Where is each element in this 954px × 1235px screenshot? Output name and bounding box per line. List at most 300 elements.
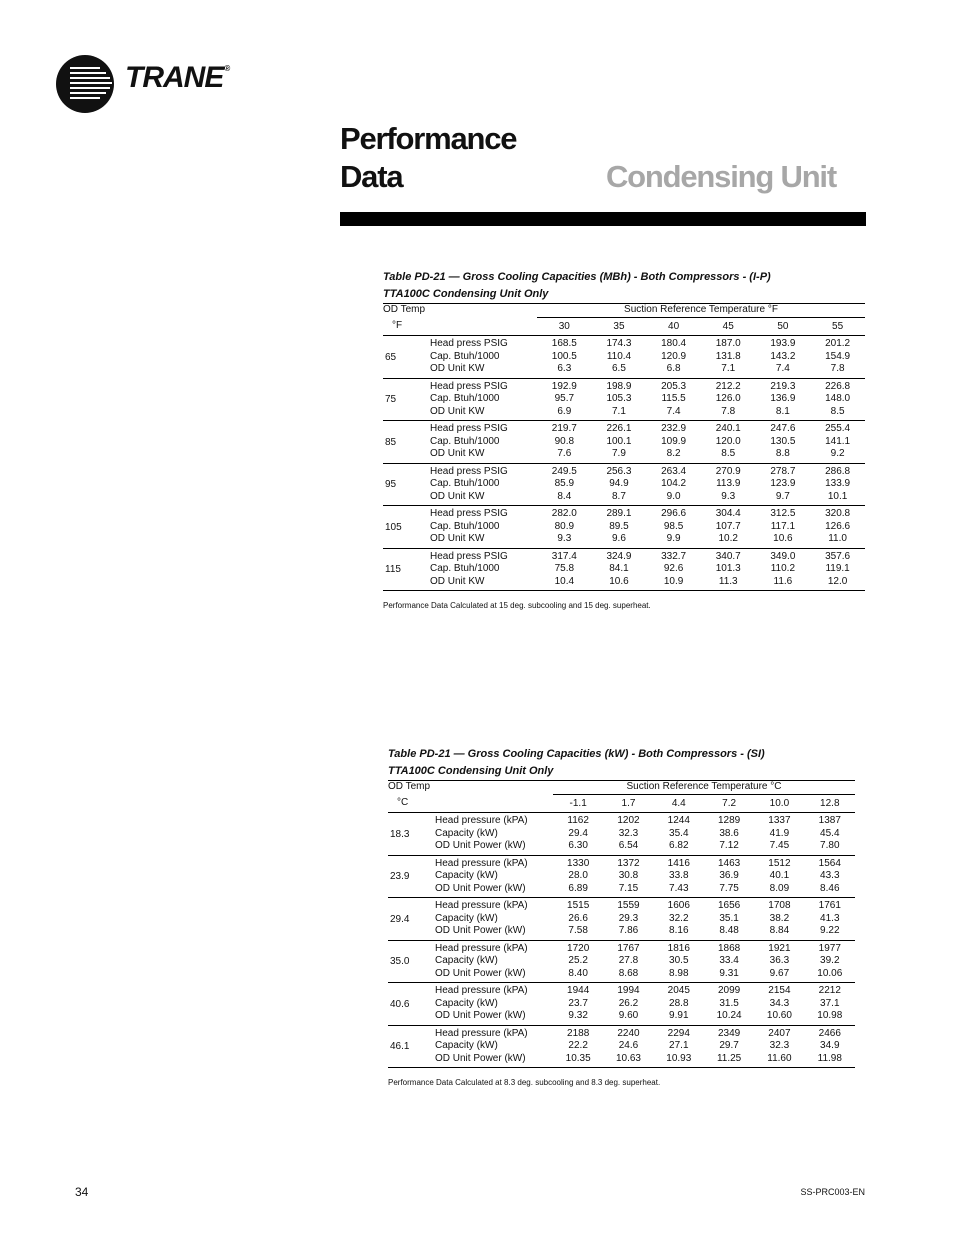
value-cell: 357.6 [810,548,865,563]
value-cell: 98.5 [663,520,684,532]
value-cell: 7.15 [618,882,639,894]
value-cell: 113.9 [716,478,741,489]
value-cell: 9.67 [769,967,790,979]
value-cell: 33.4 [719,955,739,966]
row-label: Head pressure (kPA) [435,813,553,828]
row-label: Capacity (kW) [435,1040,498,1051]
value-cell: 22.2 [568,1040,588,1051]
value-cell: 193.9 [756,336,811,351]
value-cell: 90.8 [554,435,575,447]
value-cell: 1977 [805,940,855,955]
od-temp-header: OD Temp [383,304,537,318]
value-cell: 1767 [603,940,653,955]
value-cell: 10.1 [827,490,848,502]
page-title-line2: Data [340,159,403,194]
value-cell: 148.0 [825,393,851,404]
value-cell: 10.4 [537,576,592,591]
value-cell: 8.16 [669,925,689,936]
row-label: Capacity (kW) [435,912,498,924]
value-cell: 154.9 [825,350,851,362]
table-si-caption [388,746,855,780]
value-cell: 219.3 [756,378,811,393]
value-cell: 36.9 [719,870,739,881]
value-cell: 32.2 [669,912,689,924]
value-cell: 10.35 [553,1053,603,1068]
value-cell: 1921 [754,940,804,955]
row-label: OD Unit KW [430,363,485,374]
value-cell: 27.8 [618,955,639,966]
blank-header-cell [435,794,553,813]
value-cell: 10.06 [817,967,843,979]
document-code: SS-PRC003-EN [800,1187,865,1197]
value-cell: 1564 [805,855,855,870]
suction-temp-header: Suction Reference Temperature °F [537,304,865,318]
row-label: Cap. Btuh/1000 [430,435,500,447]
row-label: Capacity (kW) [435,827,498,839]
value-cell: 30.5 [669,955,689,966]
value-cell: 232.9 [646,421,701,436]
value-cell: 312.5 [756,506,811,521]
table-row [388,913,855,926]
value-cell: 324.9 [592,548,647,563]
value-cell: 110.2 [770,563,796,574]
value-cell: 9.7 [775,490,790,502]
row-label: Head pressure (kPA) [435,940,553,955]
table-si-caption-line2: TTA100C Condensing Unit Only [388,765,554,777]
trane-logo-icon [56,55,114,113]
value-cell: 2188 [553,1025,603,1040]
brand-text: TRANE [125,61,224,94]
value-cell: 1515 [553,898,603,913]
value-cell: 7.45 [769,840,790,851]
temp-unit-header: °F [392,320,403,331]
row-label: Head press PSIG [430,506,537,521]
value-cell: 2466 [805,1025,855,1040]
value-cell: 29.3 [618,912,639,924]
value-cell: 7.86 [618,925,639,936]
registered-mark: ® [224,64,230,73]
value-cell: 1994 [603,983,653,998]
column-header: 55 [832,320,844,332]
value-cell: 168.5 [537,336,592,351]
table-row [388,898,855,913]
value-cell: 2240 [603,1025,653,1040]
row-label: OD Unit Power (kW) [435,882,526,894]
value-cell: 1463 [704,855,754,870]
row-label: Head press PSIG [430,336,537,351]
value-cell: 35.1 [719,912,739,924]
suction-temp-header: Suction Reference Temperature °C [553,781,855,795]
table-row [388,925,855,940]
row-label: Head press PSIG [430,548,537,563]
row-label: Head press PSIG [430,421,537,436]
value-cell: 6.5 [612,363,626,374]
value-cell: 11.60 [754,1053,804,1068]
column-header: 7.2 [722,797,737,809]
value-cell: 33.8 [669,870,689,881]
value-cell: 27.1 [669,1040,689,1051]
value-cell: 8.2 [666,448,681,459]
row-label: Cap. Btuh/1000 [430,563,500,574]
page-title-line1: Performance [340,121,517,156]
table-ip-section [383,269,865,610]
value-cell: 24.6 [618,1040,639,1051]
value-cell: 1162 [553,813,603,828]
value-cell: 1708 [754,898,804,913]
column-header: -1.1 [569,797,587,809]
row-label: OD Unit KW [430,490,485,502]
table-row [383,576,865,591]
value-cell: 10.63 [603,1053,653,1068]
value-cell: 41.9 [769,827,790,839]
value-cell: 100.5 [551,350,577,362]
value-cell: 205.3 [646,378,701,393]
value-cell: 29.4 [568,827,588,839]
value-cell: 31.5 [719,997,739,1009]
table-row [383,563,865,576]
row-label: Capacity (kW) [435,870,498,881]
od-temp-cell: 75 [383,378,430,421]
row-label: Head pressure (kPA) [435,1025,553,1040]
value-cell: 130.5 [770,435,796,447]
table-row [388,983,855,998]
value-cell: 11.0 [828,533,847,544]
temp-unit-header: °C [397,797,409,808]
value-cell: 8.84 [769,925,790,936]
value-cell: 1372 [603,855,653,870]
table-row [388,840,855,855]
od-temp-cell: 115 [383,548,430,591]
value-cell: 187.0 [701,336,756,351]
table-row [383,491,865,506]
table-si-caption-line1: Table PD-21 — Gross Cooling Capacities (kW) - Both Compressors - (SI) [388,748,765,760]
od-temp-cell: 35.0 [388,940,435,983]
page-number: 34 [75,1185,89,1199]
table-row [383,393,865,406]
value-cell: 85.9 [554,478,575,489]
value-cell: 29.7 [719,1040,739,1051]
value-cell: 8.7 [612,490,626,502]
value-cell: 1606 [654,898,704,913]
value-cell: 7.8 [830,363,845,374]
table-ip-caption-line2: TTA100C Condensing Unit Only [383,288,549,300]
value-cell: 8.5 [830,405,845,417]
table-row [388,940,855,955]
value-cell: 320.8 [810,506,865,521]
value-cell: 7.8 [721,405,736,417]
value-cell: 2407 [754,1025,804,1040]
value-cell: 109.9 [661,435,687,447]
value-cell: 9.3 [721,490,736,502]
blank-header-cell [430,317,537,336]
value-cell: 9.9 [666,533,681,544]
value-cell: 180.4 [646,336,701,351]
value-cell: 89.5 [609,520,629,532]
value-cell: 1387 [805,813,855,828]
row-label: Head press PSIG [430,378,537,393]
value-cell: 39.2 [820,955,840,966]
value-cell: 1202 [603,813,653,828]
value-cell: 32.3 [769,1040,790,1051]
table-si [388,780,855,1068]
value-cell: 9.3 [557,533,572,544]
value-cell: 332.7 [646,548,701,563]
value-cell: 11.25 [704,1053,754,1068]
row-label: OD Unit KW [430,533,485,544]
value-cell: 317.4 [537,548,592,563]
value-cell: 136.9 [770,393,796,404]
value-cell: 26.6 [568,912,588,924]
value-cell: 2294 [654,1025,704,1040]
row-label: Cap. Btuh/1000 [430,520,500,532]
row-label: Cap. Btuh/1000 [430,478,500,489]
value-cell: 10.6 [773,533,793,544]
value-cell: 26.2 [618,997,639,1009]
od-temp-cell: 95 [383,463,430,506]
value-cell: 9.32 [568,1010,588,1021]
value-cell: 192.9 [537,378,592,393]
value-cell: 37.1 [820,997,840,1009]
value-cell: 6.3 [557,363,572,374]
value-cell: 7.12 [719,840,739,851]
row-label: OD Unit Power (kW) [435,1010,526,1021]
od-temp-cell: 29.4 [388,898,435,941]
od-temp-cell: 23.9 [388,855,435,898]
value-cell: 286.8 [810,463,865,478]
value-cell: 1944 [553,983,603,998]
value-cell: 8.40 [568,967,588,979]
value-cell: 141.1 [825,435,851,447]
row-label: OD Unit Power (kW) [435,1053,553,1068]
table-row [388,883,855,898]
table-row [388,998,855,1011]
value-cell: 10.60 [766,1010,792,1021]
value-cell: 45.4 [820,827,840,839]
value-cell: 40.1 [769,870,790,881]
table-row [388,1025,855,1040]
table-ip [383,303,865,591]
value-cell: 8.48 [719,925,739,936]
table-ip-caption-line1: Table PD-21 — Gross Cooling Capacities (MBh) - Both Compressors - (I-P) [383,271,771,283]
row-label: OD Unit KW [430,576,537,591]
value-cell: 7.6 [557,448,572,459]
page-title [340,120,516,196]
value-cell: 1289 [704,813,754,828]
value-cell: 304.4 [701,506,756,521]
value-cell: 278.7 [756,463,811,478]
value-cell: 9.91 [669,1010,689,1021]
value-cell: 8.8 [775,448,790,459]
value-cell: 8.68 [618,967,639,979]
value-cell: 10.93 [654,1053,704,1068]
value-cell: 9.2 [830,448,845,459]
table-header-row [383,304,865,318]
column-header: 45 [722,320,734,332]
table-row [383,521,865,534]
column-header: 10.0 [769,797,790,809]
value-cell: 131.8 [715,350,741,362]
value-cell: 1656 [704,898,754,913]
value-cell: 240.1 [701,421,756,436]
value-cell: 7.75 [719,882,739,894]
value-cell: 28.0 [568,870,588,881]
value-cell: 10.24 [716,1010,742,1021]
od-temp-cell: 46.1 [388,1025,435,1068]
value-cell: 6.9 [557,405,572,417]
table-row [383,506,865,521]
value-cell: 36.3 [769,955,790,966]
value-cell: 2099 [704,983,754,998]
value-cell: 289.1 [592,506,647,521]
table-row [388,813,855,828]
value-cell: 263.4 [646,463,701,478]
value-cell: 143.2 [770,350,796,362]
row-label: Head press PSIG [430,463,537,478]
row-label: Head pressure (kPA) [435,898,553,913]
value-cell: 8.09 [769,882,790,894]
value-cell: 8.98 [669,967,689,979]
row-label: Head pressure (kPA) [435,855,553,870]
value-cell: 349.0 [756,548,811,563]
table-row [388,1053,855,1068]
value-cell: 28.8 [669,997,689,1009]
value-cell: 11.98 [805,1053,855,1068]
value-cell: 38.6 [719,827,739,839]
value-cell: 75.8 [554,563,575,574]
value-cell: 1337 [754,813,804,828]
row-label: OD Unit Power (kW) [435,967,526,979]
table-row [383,378,865,393]
value-cell: 104.2 [661,478,687,489]
column-header: 50 [777,320,789,332]
value-cell: 2212 [805,983,855,998]
table-row [388,828,855,841]
value-cell: 8.5 [721,448,736,459]
value-cell: 11.3 [701,576,756,591]
value-cell: 7.58 [568,925,588,936]
value-cell: 296.6 [646,506,701,521]
table-row [388,855,855,870]
value-cell: 7.80 [820,840,840,851]
value-cell: 1720 [553,940,603,955]
row-label: OD Unit KW [430,405,485,417]
value-cell: 9.22 [820,925,840,936]
row-label: Capacity (kW) [435,955,498,966]
value-cell: 34.3 [769,997,790,1009]
value-cell: 6.82 [669,840,689,851]
row-label: Capacity (kW) [435,997,498,1009]
value-cell: 95.7 [554,393,575,404]
value-cell: 41.3 [820,912,840,924]
value-cell: 219.7 [537,421,592,436]
value-cell: 9.0 [666,490,681,502]
table-row [388,1040,855,1053]
value-cell: 1416 [654,855,704,870]
value-cell: 38.2 [769,912,790,924]
value-cell: 270.9 [701,463,756,478]
column-header: 4.4 [671,797,686,809]
table-header-row [388,781,855,795]
value-cell: 10.9 [646,576,701,591]
value-cell: 123.9 [770,478,796,489]
row-label: OD Unit Power (kW) [435,840,526,851]
value-cell: 1868 [704,940,754,955]
row-label: Head pressure (kPA) [435,983,553,998]
table-row [383,406,865,421]
value-cell: 201.2 [810,336,865,351]
value-cell: 101.3 [715,563,741,574]
table-ip-caption [383,269,865,303]
value-cell: 6.8 [666,363,681,374]
od-temp-cell: 105 [383,506,430,549]
value-cell: 115.5 [661,393,686,404]
value-cell: 105.3 [606,393,632,404]
value-cell: 7.4 [775,363,790,374]
value-cell: 133.9 [825,478,851,489]
value-cell: 1559 [603,898,653,913]
value-cell: 43.3 [820,870,840,881]
value-cell: 110.4 [606,350,632,362]
header-divider-bar [340,212,866,226]
value-cell: 1816 [654,940,704,955]
value-cell: 7.9 [612,448,626,459]
value-cell: 84.1 [609,563,629,574]
od-temp-cell: 40.6 [388,983,435,1026]
brand-name [125,63,229,93]
value-cell: 1330 [553,855,603,870]
value-cell: 92.6 [663,563,684,574]
od-temp-cell: 65 [383,336,430,379]
value-cell: 9.31 [719,967,739,979]
table-row [383,448,865,463]
value-cell: 120.9 [661,350,687,362]
value-cell: 11.6 [756,576,811,591]
table-ip-footnote: Performance Data Calculated at 15 deg. subcooling and 15 deg. superheat. [383,601,651,610]
value-cell: 25.2 [568,955,588,966]
value-cell: 7.1 [721,363,736,374]
value-cell: 119.1 [825,563,850,574]
value-cell: 117.1 [770,520,796,532]
value-cell: 34.9 [820,1040,840,1051]
value-cell: 9.60 [618,1010,639,1021]
row-label: Cap. Btuh/1000 [430,350,500,362]
page-subtitle: Condensing Unit [606,159,836,194]
od-temp-cell: 85 [383,421,430,464]
value-cell: 8.46 [820,882,840,894]
table-si-section [388,746,855,1087]
value-cell: 9.6 [612,533,626,544]
table-row [383,363,865,378]
value-cell: 1244 [654,813,704,828]
value-cell: 8.1 [775,405,790,417]
table-row [388,870,855,883]
table-row [388,955,855,968]
od-temp-cell: 18.3 [388,813,435,856]
table-row [383,548,865,563]
value-cell: 226.8 [810,378,865,393]
value-cell: 2154 [754,983,804,998]
column-header: 35 [613,320,625,332]
table-row [383,351,865,364]
value-cell: 10.2 [718,533,738,544]
value-cell: 256.3 [592,463,647,478]
value-cell: 126.0 [715,393,741,404]
table-row [383,463,865,478]
value-cell: 1761 [805,898,855,913]
value-cell: 10.6 [592,576,647,591]
value-cell: 8.4 [557,490,572,502]
table-row [388,968,855,983]
